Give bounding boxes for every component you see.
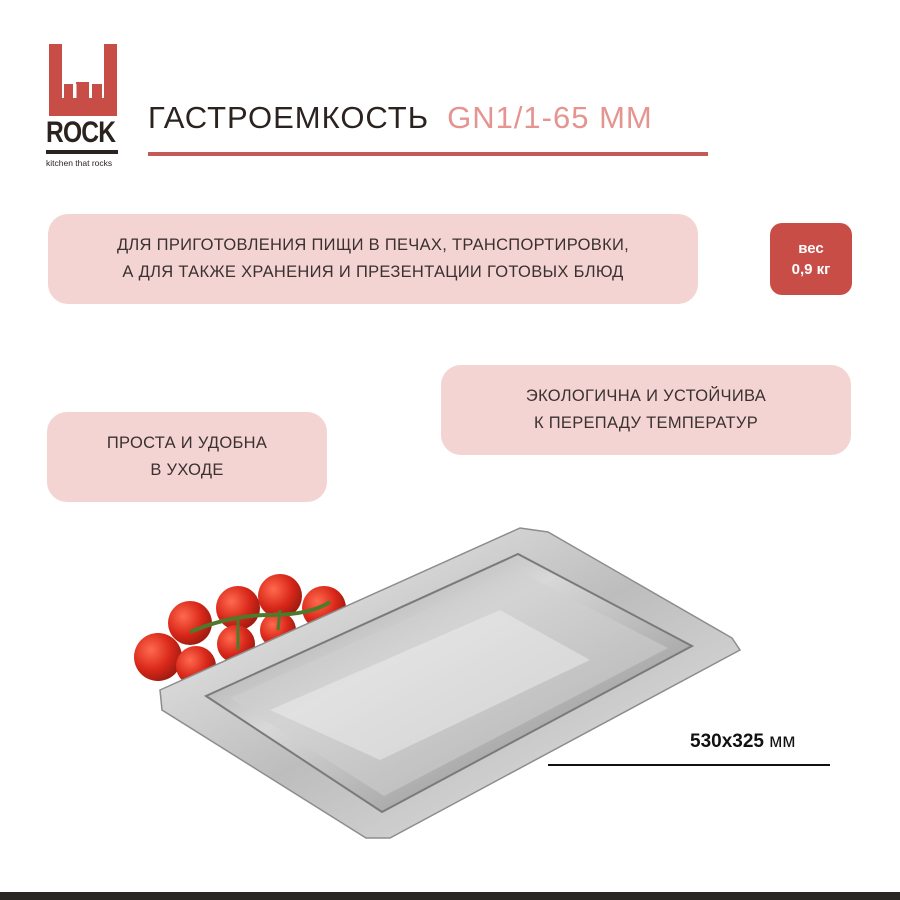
feature-purpose bbox=[48, 214, 698, 304]
weight-label: вес bbox=[798, 240, 824, 257]
feature-care-line1: ПРОСТА И УДОБНА bbox=[106, 434, 268, 452]
dimensions-value: 530х325 bbox=[690, 731, 764, 752]
feature-purpose-line1: ДЛЯ ПРИГОТОВЛЕНИЯ ПИЩИ В ПЕЧАХ, ТРАНСПОРТИРОВКИ, bbox=[116, 236, 630, 254]
feature-care bbox=[47, 412, 327, 502]
dimensions-line bbox=[548, 764, 830, 766]
feature-eco-line1: ЭКОЛОГИЧНА И УСТОЙЧИВА bbox=[525, 387, 767, 405]
feature-care-line2: В УХОДЕ bbox=[150, 461, 224, 479]
logo-underline bbox=[46, 150, 118, 154]
weight-badge bbox=[770, 223, 852, 295]
feature-eco-line2: К ПЕРЕПАДУ ТЕМПЕРАТУР bbox=[533, 414, 759, 432]
bottom-strip bbox=[0, 892, 900, 900]
title-divider bbox=[148, 152, 708, 156]
title-main: ГАСТРОЕМКОСТЬ bbox=[148, 100, 430, 135]
title-model: GN1/1-65 MM bbox=[447, 100, 653, 135]
product-image bbox=[120, 520, 750, 850]
weight-value: 0,9 кг bbox=[791, 261, 831, 278]
feature-purpose-line2: А ДЛЯ ТАКЖЕ ХРАНЕНИЯ И ПРЕЗЕНТАЦИИ ГОТОВЫХ БЛЮД bbox=[122, 263, 624, 281]
feature-eco bbox=[441, 365, 851, 455]
dimensions-label bbox=[690, 731, 795, 753]
page-title bbox=[148, 98, 653, 138]
brand-logo bbox=[46, 44, 120, 170]
dimensions-unit: мм bbox=[769, 731, 796, 752]
brand-name: ROCK bbox=[46, 116, 116, 149]
brand-tagline: kitchen that rocks bbox=[46, 158, 113, 168]
rock-hand-icon bbox=[46, 44, 120, 116]
